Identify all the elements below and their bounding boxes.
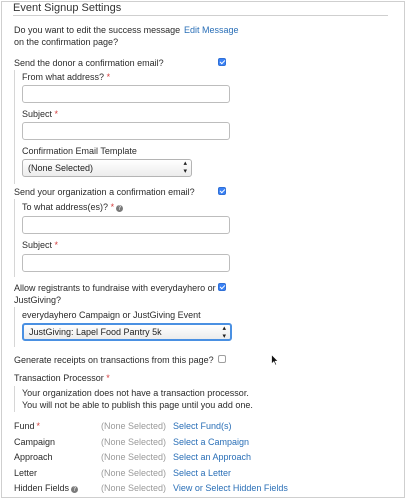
org-email-indent-line xyxy=(14,199,15,277)
processor-warning: Your organization does not have a transaction processor. You will not be able to publish this page until you add one. xyxy=(22,388,253,410)
links-row-label: Hidden Fields ? xyxy=(14,483,77,493)
links-row-action-link[interactable]: View or Select Hidden Fields xyxy=(173,483,288,493)
links-row-value: (None Selected) xyxy=(101,468,167,478)
template-select-value: (None Selected) xyxy=(28,163,94,173)
donor-subject-label: Subject * xyxy=(22,109,59,119)
links-row-action-link[interactable]: Select a Letter xyxy=(173,468,232,478)
links-row-value: (None Selected) xyxy=(101,483,167,493)
section-title: Event Signup Settings xyxy=(13,2,122,14)
receipts-checkbox[interactable] xyxy=(218,355,226,363)
links-row-action-link[interactable]: Select Fund(s) xyxy=(173,421,232,431)
select-arrows-icon: ▴ ▾ xyxy=(183,160,187,175)
links-row-value: (None Selected) xyxy=(101,437,167,447)
links-row-value: (None Selected) xyxy=(101,421,167,431)
from-address-input[interactable] xyxy=(22,85,230,103)
to-address-input[interactable] xyxy=(22,216,230,234)
fundraise-question: Allow registrants to fundraise with everydayhero or JustGiving? xyxy=(14,283,216,305)
links-row-label: Campaign xyxy=(14,437,56,447)
links-row-action-link[interactable]: Select a Campaign xyxy=(173,437,250,447)
select-arrows-icon: ▴ ▾ xyxy=(222,325,226,340)
from-address-label: From what address? * xyxy=(22,72,111,82)
fundraise-checkbox[interactable] xyxy=(218,283,226,291)
title-divider xyxy=(13,15,388,16)
transaction-processor-label: Transaction Processor * xyxy=(14,373,110,383)
links-row-value: (None Selected) xyxy=(101,452,167,462)
receipts-question: Generate receipts on transactions from this page? xyxy=(14,355,214,365)
donor-email-question: Send the donor a confirmation email? xyxy=(14,58,164,68)
org-subject-input[interactable] xyxy=(22,254,230,272)
links-row-label: Approach xyxy=(14,452,53,462)
processor-indent-line xyxy=(14,386,15,412)
donor-email-checkbox[interactable] xyxy=(218,58,226,66)
links-row-label: Letter xyxy=(14,468,38,478)
edit-message-link[interactable]: Edit Message xyxy=(184,25,239,35)
links-row-label: Fund * xyxy=(14,421,41,431)
donor-email-indent-line xyxy=(14,70,15,184)
fundraise-indent-line xyxy=(14,307,15,347)
edit-success-question: Do you want to edit the success message on the confirmation page? xyxy=(14,25,181,47)
help-circle-icon[interactable]: ? xyxy=(72,486,77,493)
template-select[interactable] xyxy=(22,159,192,177)
to-address-label: To what address(es)? * ? xyxy=(22,202,122,212)
org-email-question: Send your organization a confirmation email? xyxy=(14,187,195,197)
campaign-event-select-value: JustGiving: Lapel Food Pantry 5k xyxy=(29,327,162,337)
links-row-action-link[interactable]: Select an Approach xyxy=(173,452,252,462)
mouse-pointer-icon xyxy=(271,354,279,366)
help-circle-icon[interactable]: ? xyxy=(117,205,122,212)
campaign-event-select[interactable] xyxy=(22,323,232,341)
campaign-event-label: everydayhero Campaign or JustGiving Event xyxy=(22,310,201,320)
org-email-checkbox[interactable] xyxy=(218,187,226,195)
donor-subject-input[interactable] xyxy=(22,122,230,140)
org-subject-label: Subject * xyxy=(22,240,59,250)
template-label: Confirmation Email Template xyxy=(22,146,137,156)
